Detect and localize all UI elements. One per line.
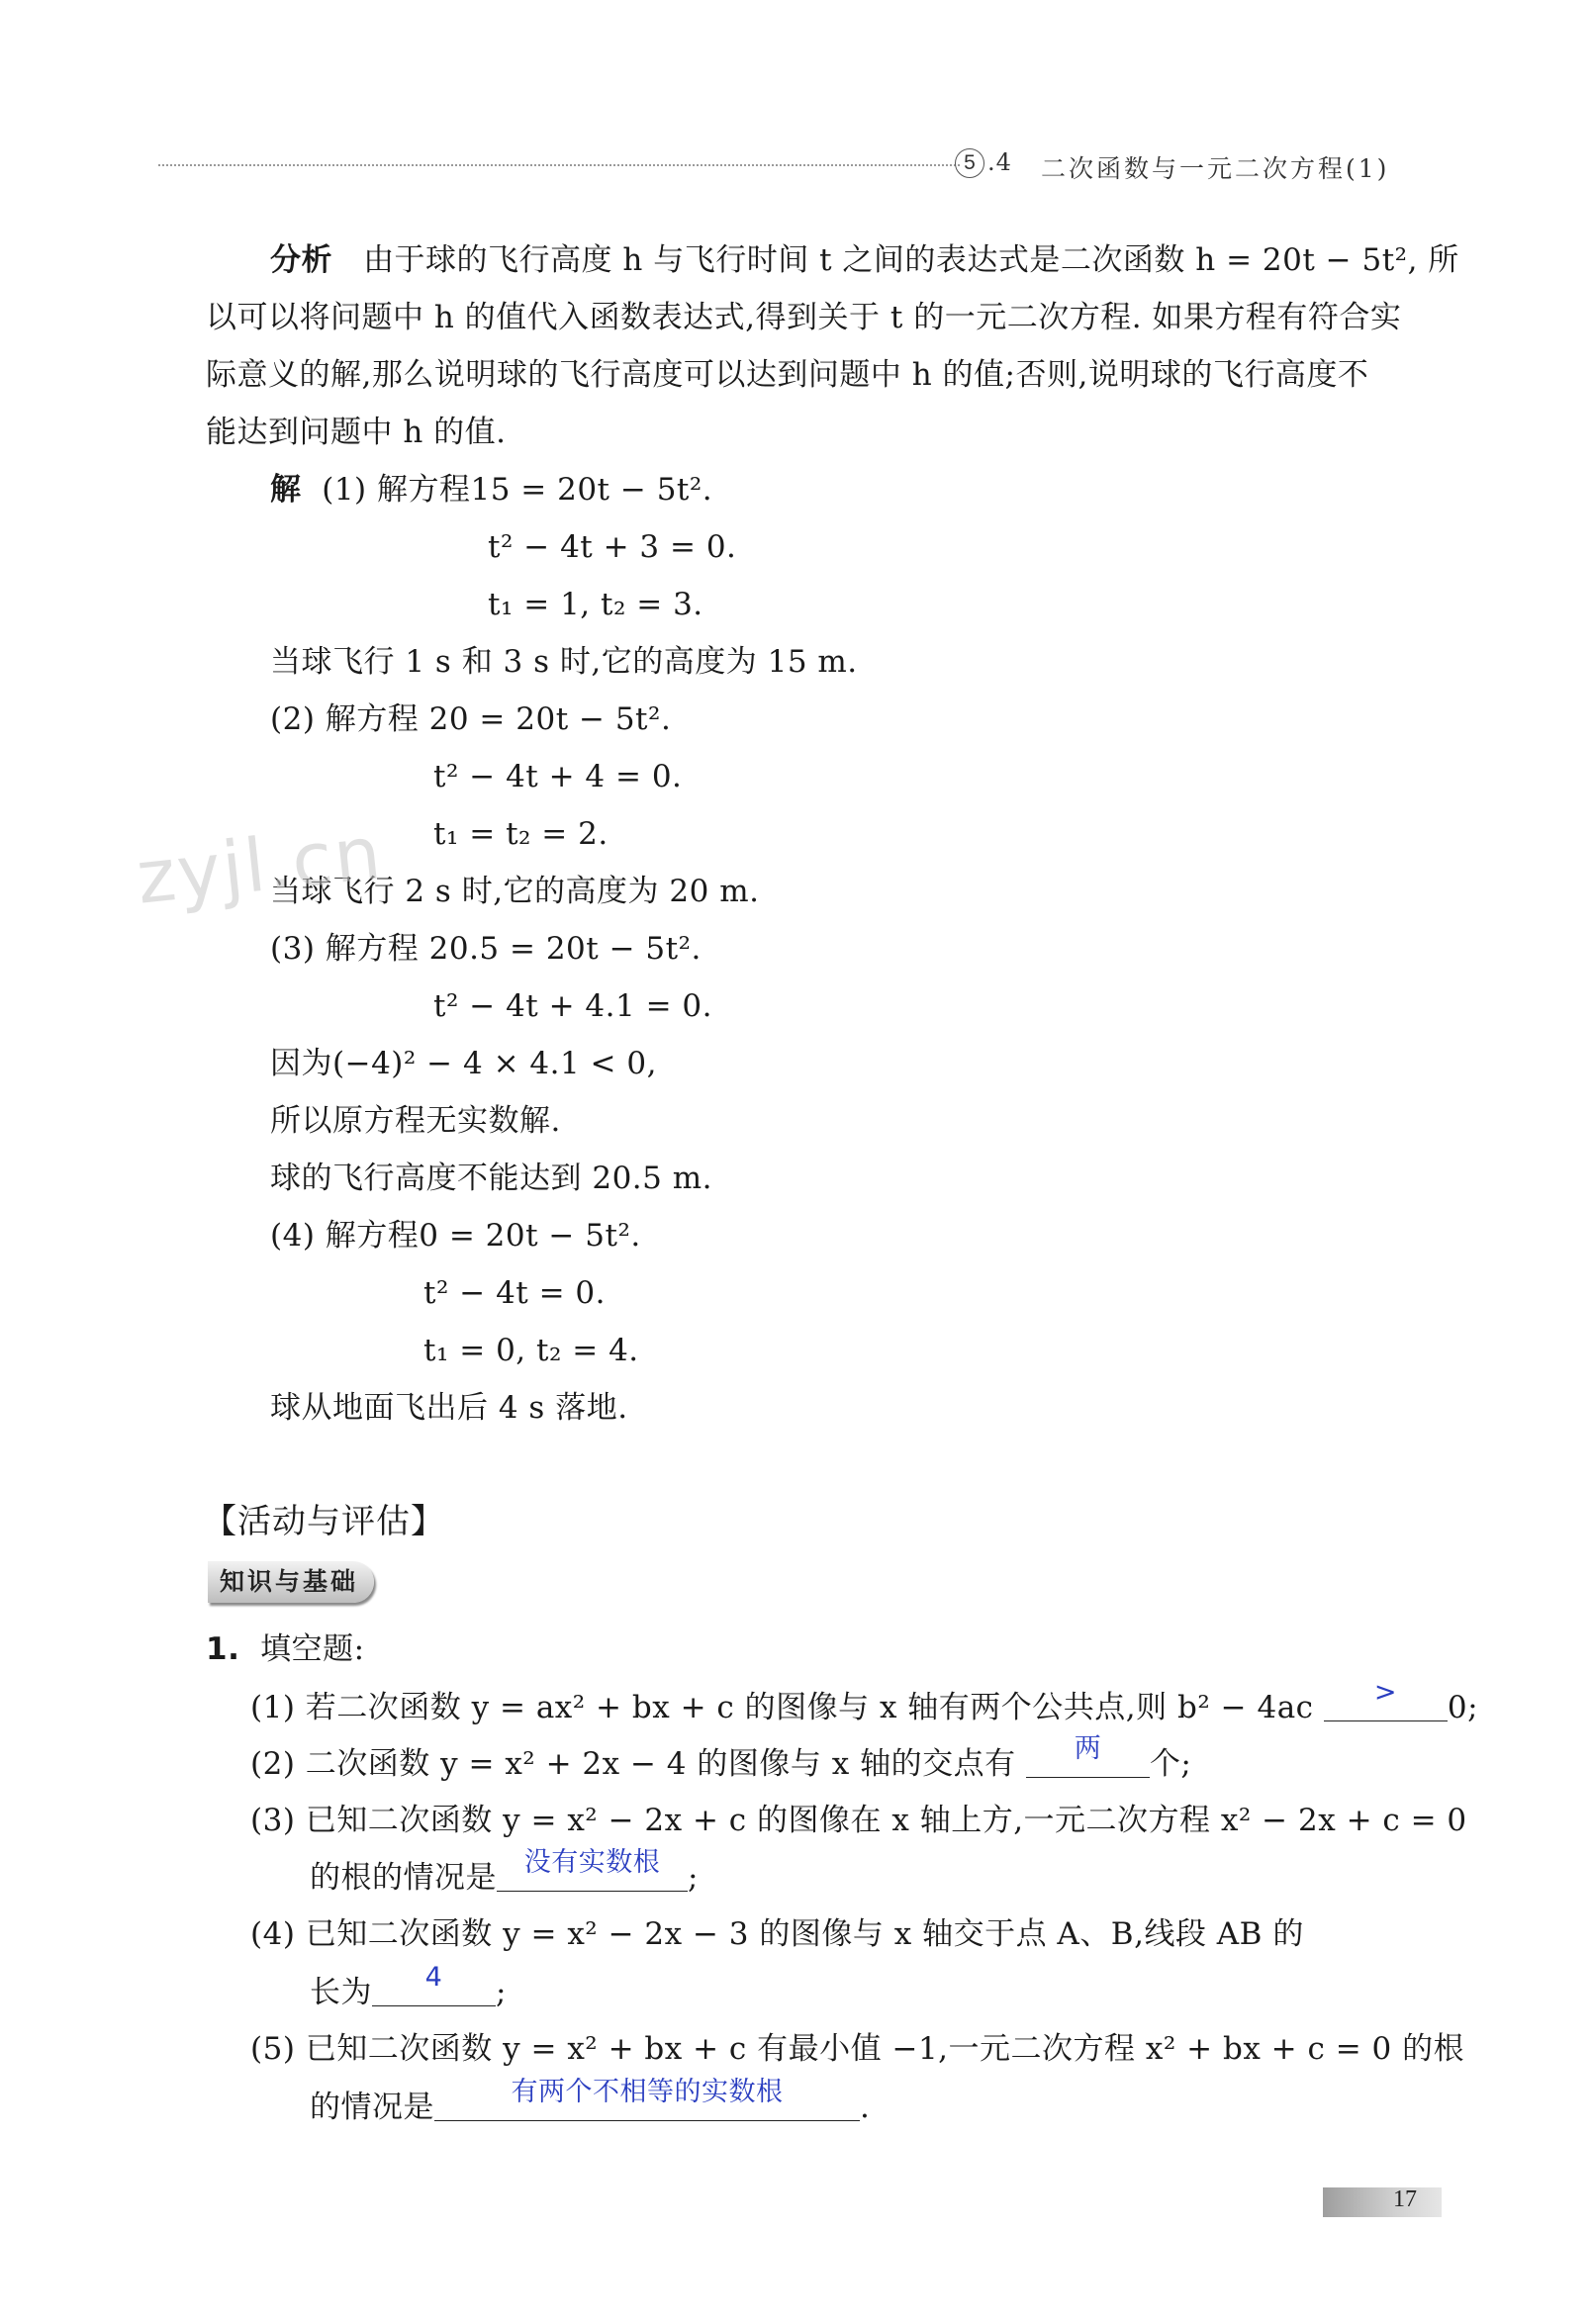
section-number: .4 [987,148,1012,176]
part2-equation: (2) 解方程 20 = 20t − 5t². [270,701,672,737]
fill-blank-3[interactable] [497,1847,688,1892]
part4-step-1: t² − 4t = 0. [423,1275,607,1311]
analysis-label: 分析 [270,242,332,278]
part3-step-1: t² − 4t + 4.1 = 0. [433,988,712,1024]
solution-line-1 [270,470,712,510]
fill-item-2 [250,1733,1192,1784]
fill-item-4-cont [310,1962,507,2012]
fill-item-1-text: (1) 若二次函数 y = ax² + bx + c 的图像与 x 轴有两个公共点,则 b² − 4ac [250,1690,1314,1725]
fill-blank-5[interactable] [434,2077,860,2121]
answer-4: 4 [424,1962,443,1993]
solution-label: 解 [270,472,302,508]
fill-item-5-cont-text: 的情况是 [310,2090,434,2125]
analysis-line-3: 际意义的解,那么说明球的飞行高度可以达到问题中 h 的值;否则,说明球的飞行高度不 [206,357,1369,393]
fill-item-4-cont-text: 长为 [310,1975,372,2010]
analysis-line-1 [270,240,1459,280]
fill-item-4-end: ; [496,1975,507,2010]
part2-conclusion: 当球飞行 2 s 时,它的高度为 20 m. [270,874,760,909]
section-title: 二次函数与一元二次方程(1) [1041,154,1390,183]
part4-equation: (4) 解方程0 = 20t − 5t². [270,1218,641,1254]
header-dotted-rule [158,164,960,166]
part4-conclusion: 球从地面飞出后 4 s 落地. [270,1390,628,1426]
fill-item-5: (5) 已知二次函数 y = x² + bx + c 有最小值 −1,一元二次方程 x² + bx + c = 0 的根 [250,2031,1465,2067]
part3-so: 所以原方程无实数解. [270,1103,561,1139]
fill-blank-2[interactable] [1026,1733,1150,1778]
answer-2: 两 [1074,1733,1102,1764]
analysis-line-4: 能达到问题中 h 的值. [206,415,507,450]
answer-1: > [1373,1677,1397,1708]
fill-item-5-cont [310,2077,871,2127]
question-1-title: 填空题: [260,1631,365,1667]
chapter-number-circle: 5 [955,148,984,178]
answer-5: 有两个不相等的实数根 [511,2077,784,2107]
knowledge-badge: 知识与基础 [208,1561,374,1603]
fill-item-3-cont [310,1847,699,1898]
part3-because: 因为(−4)² − 4 × 4.1 < 0, [270,1046,657,1081]
part1-equation: (1) 解方程15 = 20t − 5t². [322,472,713,508]
fill-item-4: (4) 已知二次函数 y = x² − 2x − 3 的图像与 x 轴交于点 A、B,线段 AB 的 [250,1916,1304,1952]
activity-heading: 【活动与评估】 [203,1502,445,1541]
question-1-heading [206,1629,365,1669]
fill-item-3-cont-text: 的根的情况是 [310,1860,497,1896]
fill-item-2-text: (2) 二次函数 y = x² + 2x − 4 的图像与 x 轴的交点有 [250,1746,1016,1782]
watermark: zyjl.cn [133,810,387,921]
analysis-line-2: 以可以将问题中 h 的值代入函数表达式,得到关于 t 的一元二次方程. 如果方程有符合实 [206,300,1402,335]
fill-item-3-end: ; [688,1860,699,1896]
part4-step-2: t₁ = 0, t₂ = 4. [423,1333,639,1368]
question-1-number: 1. [206,1631,240,1667]
fill-blank-1[interactable] [1324,1677,1448,1721]
part2-step-2: t₁ = t₂ = 2. [433,816,609,852]
answer-3: 没有实数根 [523,1847,661,1878]
analysis-text-1: 由于球的飞行高度 h 与飞行时间 t 之间的表达式是二次函数 h = 20t − 5t², 所 [363,242,1459,278]
page-number: 17 [1393,2186,1417,2212]
part1-conclusion: 当球飞行 1 s 和 3 s 时,它的高度为 15 m. [270,644,858,680]
part1-step-1: t² − 4t + 3 = 0. [488,529,737,565]
part3-conclusion: 球的飞行高度不能达到 20.5 m. [270,1161,712,1196]
page-number-tab [1323,2187,1442,2217]
part3-equation: (3) 解方程 20.5 = 20t − 5t². [270,931,702,967]
part2-step-1: t² − 4t + 4 = 0. [433,759,683,794]
fill-item-5-end: . [860,2090,871,2125]
fill-item-1 [250,1677,1479,1727]
fill-item-1-end: 0; [1447,1690,1479,1725]
fill-item-3: (3) 已知二次函数 y = x² − 2x + c 的图像在 x 轴上方,一元二次方程 x² − 2x + c = 0 [250,1803,1467,1838]
fill-item-2-end: 个; [1149,1746,1192,1782]
fill-blank-4[interactable] [372,1962,496,2006]
part1-step-2: t₁ = 1, t₂ = 3. [488,587,703,622]
